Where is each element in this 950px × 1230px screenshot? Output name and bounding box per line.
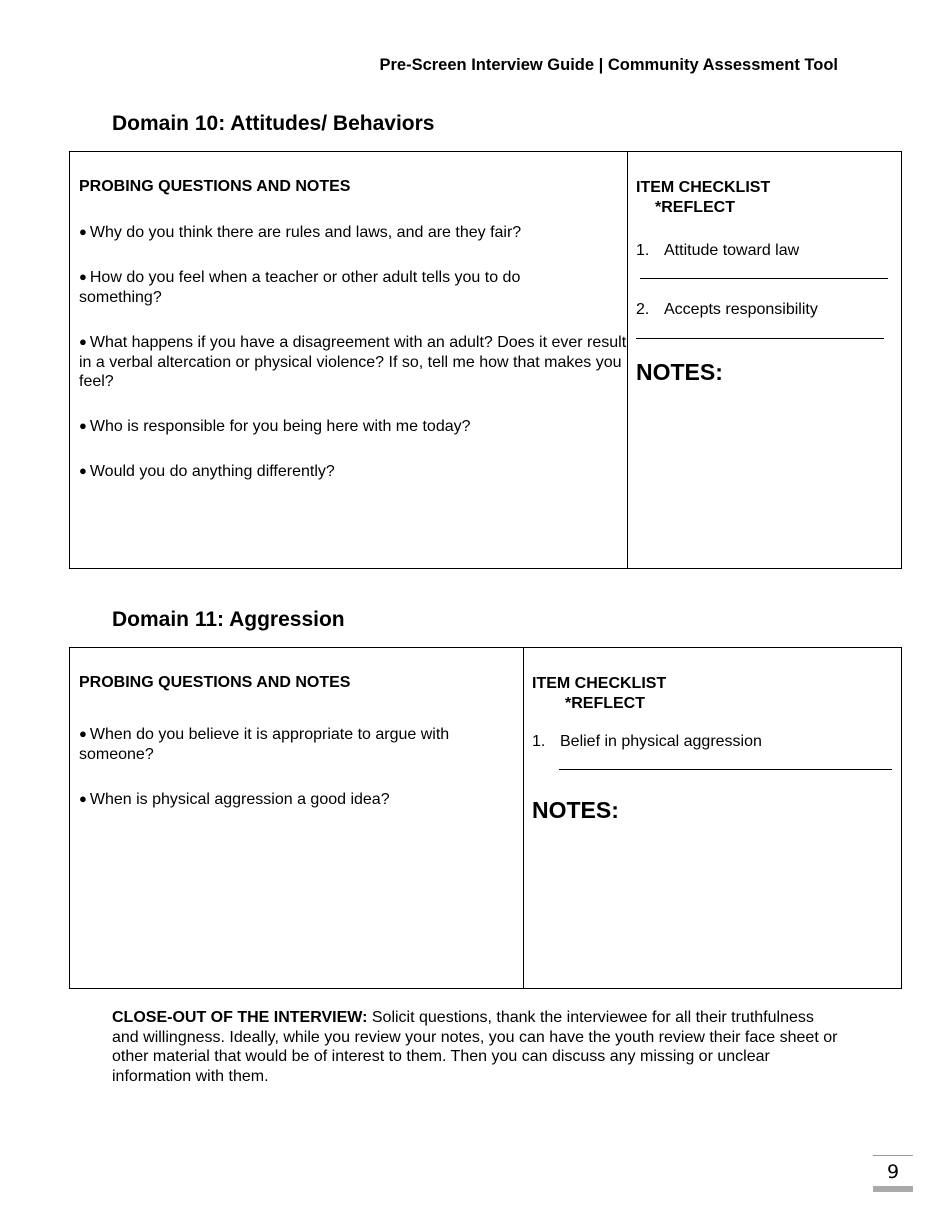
- reflect-label: *REFLECT: [655, 198, 735, 216]
- checklist-answer-line: [559, 769, 892, 770]
- checklist-item-accepts-responsibility: 2. Accepts responsibility: [636, 301, 818, 318]
- bullet-icon: ●: [79, 418, 87, 433]
- domain-10-question: ● Would you do anything differently?: [79, 463, 335, 480]
- domain-10-title: Domain 10: Attitudes/ Behaviors: [112, 112, 435, 135]
- domain-10-table: [69, 151, 902, 569]
- page-number-box: [873, 1155, 913, 1193]
- closeout-text: Solicit questions, thank the interviewee for all their truthfulness and willingness. Ideally, while you review your notes, you can have the youth review their face sheet or other material that would be of interest to them. Then you can discuss any missing or unclear information with them.: [112, 1009, 838, 1085]
- domain-11-checklist-column: [523, 648, 901, 988]
- bullet-icon: ●: [79, 224, 87, 239]
- page-number-bar: [873, 1186, 913, 1192]
- document-header: [379, 56, 838, 75]
- domain-10-notes-label: NOTES:: [636, 359, 723, 385]
- domain-10-checklist-column: [627, 152, 901, 568]
- checklist-answer-line: [636, 338, 884, 339]
- domain-11-question: ● When is physical aggression a good idea?: [79, 791, 390, 808]
- domain-11-probing-heading: PROBING QUESTIONS AND NOTES: [79, 674, 351, 691]
- domain-10-questions-column: [70, 152, 629, 568]
- closeout-label: CLOSE-OUT OF THE INTERVIEW:: [112, 1009, 368, 1026]
- bullet-icon: ●: [79, 269, 87, 284]
- header-tool-title: Community Assessment Tool: [607, 56, 838, 74]
- domain-10-question: ● How do you feel when a teacher or other adult tells you to do something?: [79, 269, 521, 306]
- closeout-paragraph: [112, 1008, 842, 1086]
- checklist-item-attitude-toward-law: 1. Attitude toward law: [636, 242, 800, 259]
- domain-11-checklist-heading: ITEM CHECKLIST *REFLECT: [532, 675, 667, 712]
- bullet-icon: ●: [79, 334, 87, 349]
- bullet-icon: ●: [79, 791, 87, 806]
- domain-10-question: ● Why do you think there are rules and laws, and are they fair?: [79, 224, 522, 241]
- header-separator: |: [594, 56, 608, 74]
- page-number-divider: [873, 1155, 913, 1156]
- bullet-icon: ●: [79, 463, 87, 478]
- checklist-item-belief-in-physical-aggression: 1. Belief in physical aggression: [532, 733, 762, 750]
- domain-11-notes-label: NOTES:: [532, 797, 619, 823]
- domain-11-title: Domain 11: Aggression: [112, 608, 345, 631]
- domain-10-probing-heading: PROBING QUESTIONS AND NOTES: [79, 178, 351, 195]
- domain-10-checklist-heading: ITEM CHECKLIST *REFLECT: [636, 179, 771, 216]
- header-guide-title: Pre-Screen Interview Guide: [379, 56, 595, 74]
- domain-10-question: ● Who is responsible for you being here with me today?: [79, 418, 471, 435]
- domain-11-questions-column: [70, 648, 525, 988]
- reflect-label: *REFLECT: [565, 694, 645, 712]
- checklist-answer-line: [640, 278, 888, 279]
- domain-11-table: [69, 647, 902, 989]
- domain-10-question: ● What happens if you have a disagreement with an adult? Does it ever result in a verbal altercation or physical violence? If so, tell me how that makes you feel?: [79, 334, 627, 390]
- bullet-icon: ●: [79, 726, 87, 741]
- domain-11-question: ● When do you believe it is appropriate to argue with someone?: [79, 726, 450, 763]
- page-number: 9: [886, 1161, 900, 1183]
